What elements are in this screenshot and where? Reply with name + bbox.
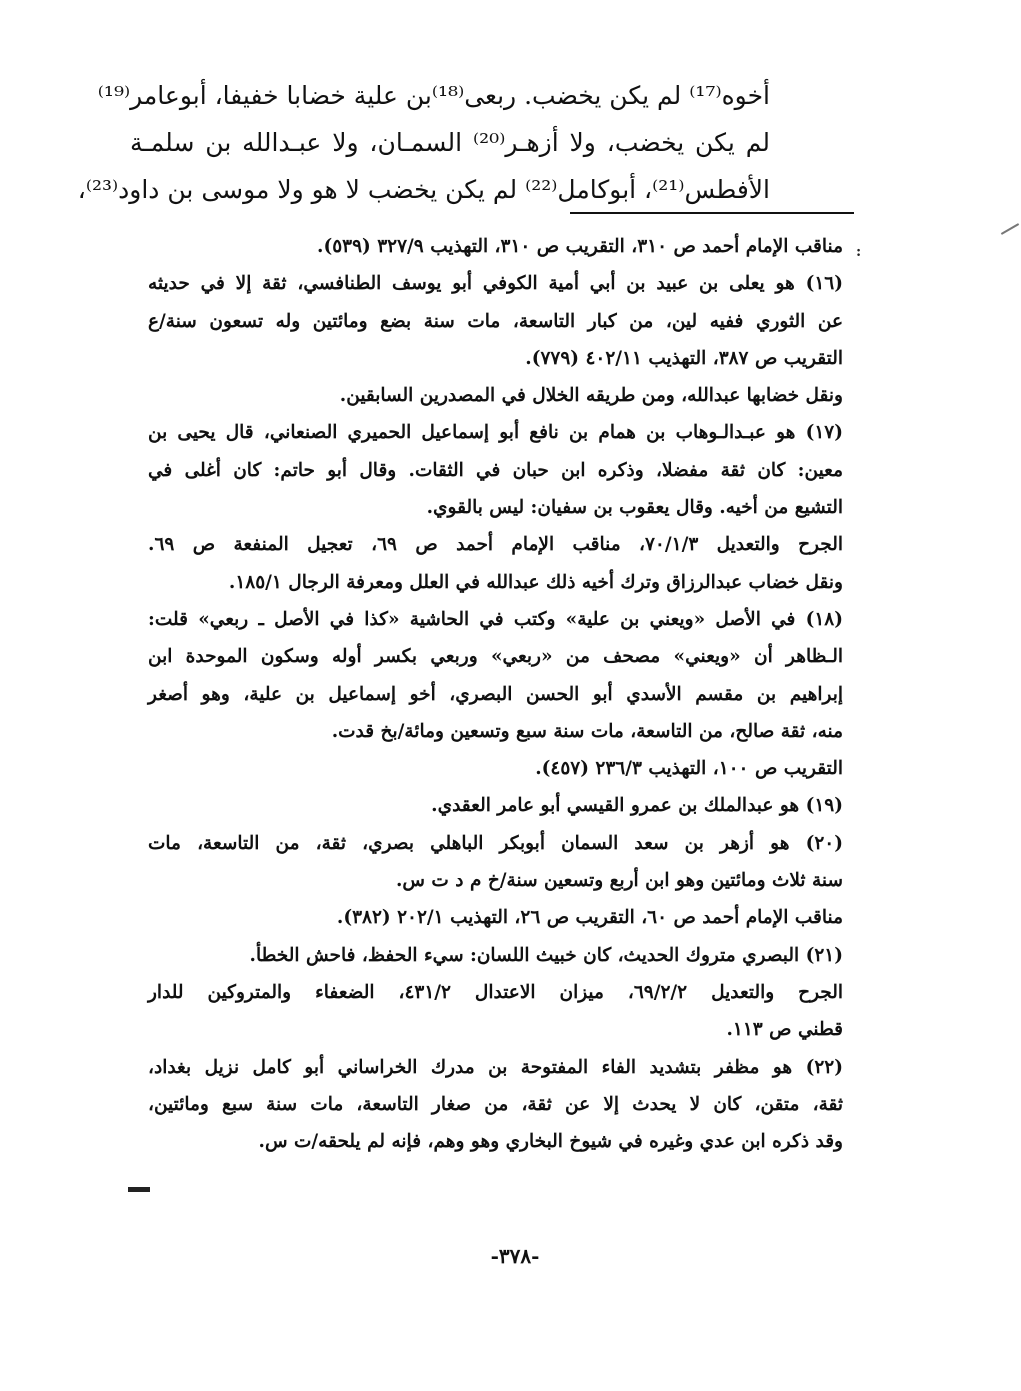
footnote-line: وقد ذكره ابن عدي وغيره في شيوخ البخاري وهو وهم، فإنه لم يلحقه/ت س.	[258, 1131, 843, 1153]
main-text-block	[77, 72, 770, 213]
footnote-line: (١٩) هو عبدالملك بن عمرو القيسي أبو عامر العقدي.	[431, 795, 843, 817]
footnote-line: قطني ص ١١٣.	[726, 1019, 843, 1041]
footnote-line: إبراهيم بن مقسم الأسدي أبو الحسن البصري، أخو إسماعيل بن علية، وهو أصغر	[148, 683, 843, 705]
footnote-line: ثقة، متقن، كان لا يحدث إلا عن ثقة، من صغار التاسعة، مات سنة سبع ومائتين،	[148, 1093, 843, 1115]
footnote-line: (٢٢) هو مظفر بتشديد الفاء المفتوحة بن مدرك الخراساني أبو كامل نزيل بغداد،	[148, 1056, 843, 1078]
footnote-line: (٢١) البصري متروك الحديث، كان خبيث اللسان: سيء الحفظ، فاحش الخطأ.	[249, 944, 843, 966]
footnotes-block	[148, 228, 843, 1160]
footnote-line: منه، ثقة صالح، من التاسعة، مات سنة سبع وتسعين ومائة/بخ قدت.	[331, 720, 843, 742]
footnote-line: (١٦) هو يعلى بن عبيد بن أبي أمية الكوفي أبو يوسف الطنافسي، ثقة إلا في حديثه	[148, 273, 843, 295]
footnote-line: ونقل خضاب عبدالرزاق وترك أخيه ذلك عبدالله في العلل ومعرفة الرجال ١٨٥/١.	[228, 571, 843, 593]
footnote-line: ونقل خضابها عبدالله، ومن طريقه الخلال في المصدرين السابقين.	[339, 385, 843, 407]
footnote-line: (١٨) في الأصل «ويعني بن علية» وكتب في الحاشية «كذا في الأصل ـ ربعي» قلت:	[148, 608, 843, 630]
footnote-line: الجرح والتعديل ٧٠/١/٣، مناقب الإمام أحمد ص ٦٩، تعجيل المنفعة ص ٦٩.	[148, 534, 843, 556]
footnote-line: (١٧) هو عبـدالـوهاب بن همام بن نافع أبو إسماعيل الحميري الصنعاني، قال يحيى بن	[148, 422, 843, 444]
footnote-line: معين: كان ثقة مفضلا، وذكره ابن حبان في الثقات. وقال أبو حاتم: كان أغلى في	[148, 459, 843, 481]
margin-mark: :	[856, 244, 862, 260]
page-number: -٣٧٨-	[490, 1244, 540, 1268]
footnote-line: مناقب الإمام أحمد ص ٦٠، التقريب ص ٢٦، التهذيب ٢٠٢/١ (٣٨٢).	[336, 907, 843, 929]
main-text-line: الأفطس⁽²¹⁾، أبوكامل⁽²²⁾ لم يكن يخضب لا هو ولا موسى بن داود⁽²³⁾،	[77, 175, 770, 204]
margin-dash-mark	[128, 1187, 150, 1192]
footnote-line: عن الثوري ففيه لين، من كبار التاسعة، مات سنة بضع ومائتين وله تسعون سنة/ع	[148, 310, 843, 332]
margin-scratch	[1001, 223, 1019, 235]
footnote-separator-rule	[570, 212, 854, 214]
footnote-line: (٢٠) هو أزهر بن سعد السمان أبوبكر الباهلي بصري، ثقة، من التاسعة، مات	[148, 832, 843, 854]
footnote-line: مناقب الإمام أحمد ص ٣١٠، التقريب ص ٣١٠، التهذيب ٣٢٧/٩ (٥٣٩).	[317, 236, 843, 257]
footnote-line: التشيع من أخيه. وقال يعقوب بن سفيان: ليس بالقوي.	[426, 497, 843, 519]
footnote-line: التقريب ص ٣٨٧، التهذيب ٤٠٢/١١ (٧٧٩).	[525, 347, 843, 369]
footnote-line: سنة ثلاث ومائتين وهو ابن أربع وتسعين سنة/خ م د ت س.	[395, 870, 843, 892]
main-text-line: أخوه⁽¹⁷⁾ لم يكن يخضب. ربعى⁽¹⁸⁾بن علية خضابا خفيفا، أبوعامر⁽¹⁹⁾	[97, 81, 770, 110]
main-text-line: لم يكن يخضب، ولا أزهـر⁽²⁰⁾ السمـان، ولا عبـدالله بن سلمـة	[130, 128, 770, 157]
footnote-line: التقريب ص ١٠٠، التهذيب ٢٣٦/٣ (٤٥٧).	[535, 758, 843, 780]
footnote-line: الـظاهر أن «ويعني» مصحف من «ربعي» وربعي بكسر أوله وسكون الموحدة ابن	[148, 646, 843, 668]
footnote-line: الجرح والتعديل ٦٩/٢/٢، ميزان الاعتدال ٤٣١/٢، الضعفاء والمتروكين للدار	[148, 981, 844, 1003]
